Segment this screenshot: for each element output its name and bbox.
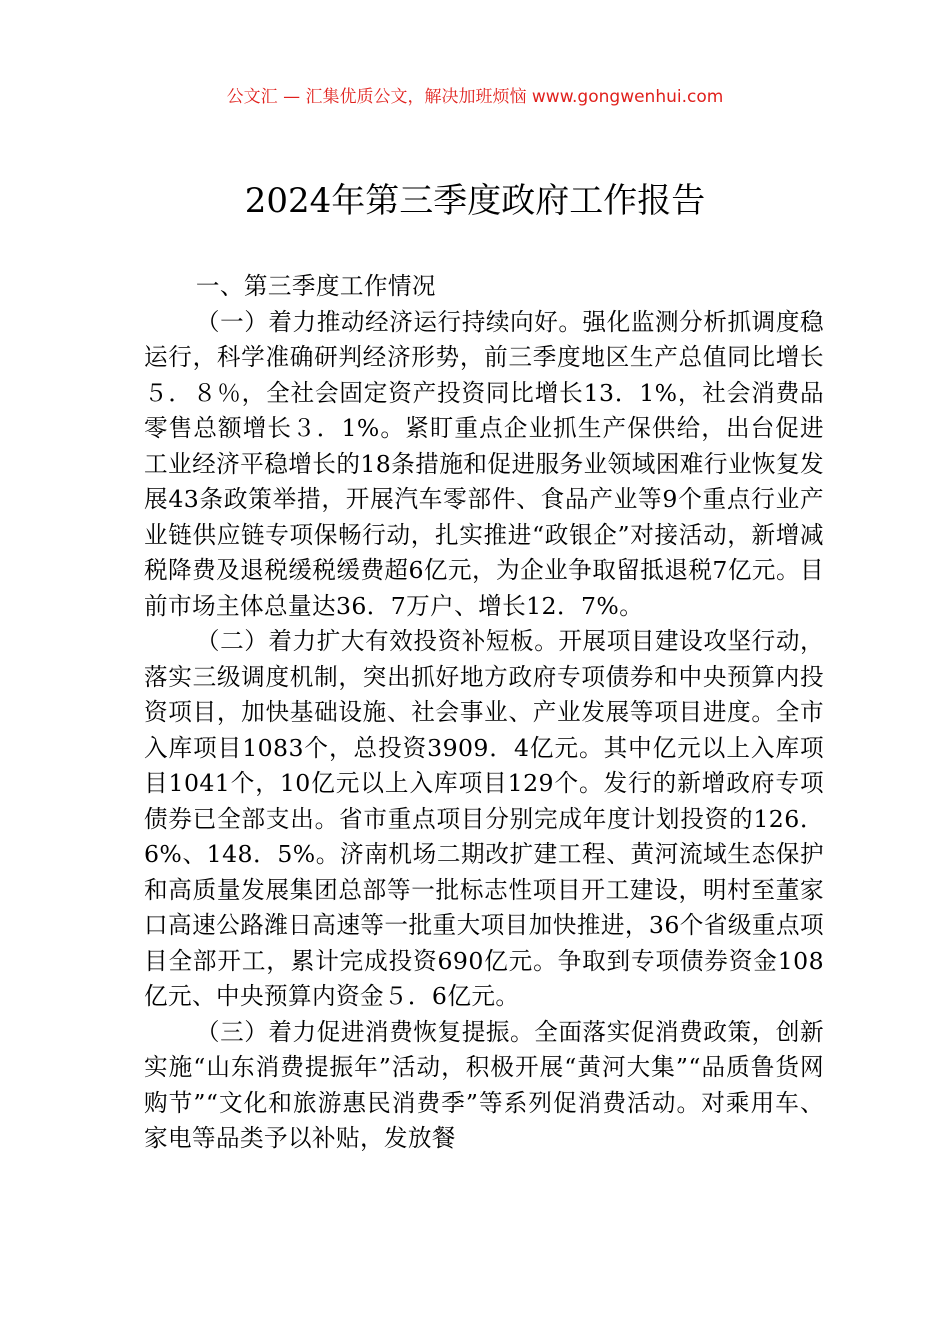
paragraph-1: （一）着力推动经济运行持续向好。强化监测分析抓调度稳运行，科学准确研判经济形势，前三季度地区生产总值同比增长５．８％，全社会固定资产投资同比增长13．1%，社会消费品零售总额增长３．1%。紧盯重点企业抓生产保供给，出台促进工业经济平稳增长的18条措施和促进服务业领域困难行业恢复发展43条政策举措，开展汽车零部件、食品产业等9个重点行业产业链供应链专项保畅行动，扎实推进“政银企”对接活动，新增减税降费及退税缓税缓费超6亿元，为企业争取留抵退税7亿元。目前市场主体总量达36．7万户、增长12．7%。	[144, 307, 824, 620]
header-banner: 公文汇 — 汇集优质公文，解决加班烦恼 www.gongwenhui.com	[226, 87, 724, 107]
document-title: 2024年第三季度政府工作报告	[244, 181, 706, 221]
paragraph-3: （三）着力促进消费恢复提振。全面落实促消费政策，创新实施“山东消费提振年”活动，积极开展“黄河大集”“品质鲁货网购节”“文化和旅游惠民消费季”等系列促消费活动。对乘用车、家电等品类予以补贴，发放餐	[144, 1017, 824, 1152]
section-heading: 一、第三季度工作情况	[195, 272, 436, 300]
document-body	[144, 269, 824, 1157]
paragraph-2: （二）着力扩大有效投资补短板。开展项目建设攻坚行动，落实三级调度机制，突出抓好地方政府专项债券和中央预算内投资项目，加快基础设施、社会事业、产业发展等项目进度。全市入库项目1083个，总投资3909．4亿元。其中亿元以上入库项目1041个，10亿元以上入库项目129个。发行的新增政府专项债券已全部支出。省市重点项目分别完成年度计划投资的126．6%、148．5%。济南机场二期改扩建工程、黄河流域生态保护和高质量发展集团总部等一批标志性项目开工建设，明村至董家口高速公路潍日高速等一批重大项目加快推进，36个省级重点项目全部开工，累计完成投资690亿元。争取到专项债券资金108亿元、中央预算内资金５．6亿元。	[144, 627, 824, 1010]
